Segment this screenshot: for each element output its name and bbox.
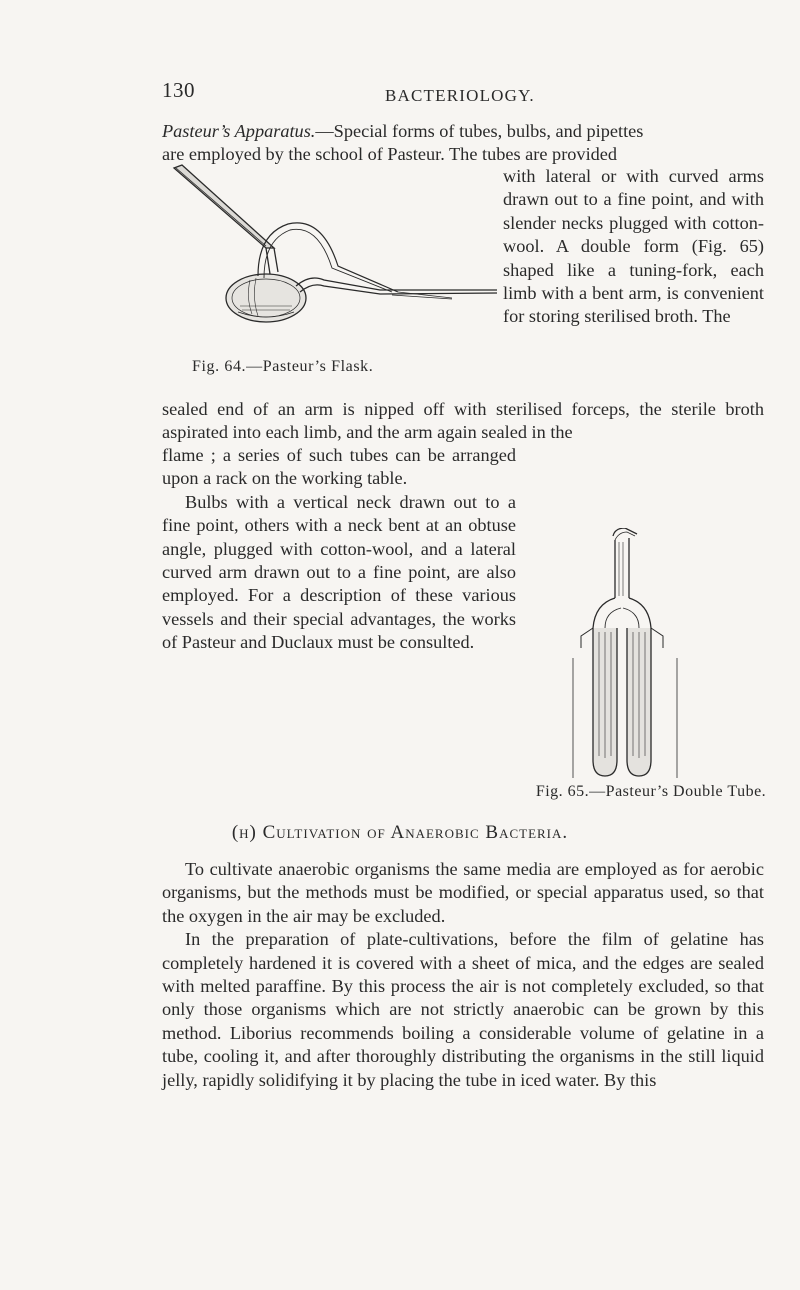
left-column-part-2: Bulbs with a vertical neck drawn out to a fine point, others with a neck bent at an obtuse angle, plugged with cotton-wool, and a lateral curved arm drawn out to a fine point, are also employed. For a description of these various vessels and their special advantages, the works of Pasteur and Duclaux must be consulted. (162, 491, 516, 653)
right-column-paragraph: with lateral or with curved arms drawn out to a fine point, and with slender necks plugged with cotton-wool. A double form (Fig. 65) shaped like a tuning-fork, each limb with a bent arm, is convenient for storing sterilised broth. The (503, 166, 764, 327)
section-body (162, 858, 764, 1092)
section-heading (0, 822, 800, 844)
running-head: BACTERIOLOGY. (385, 86, 535, 105)
left-column-part-1: flame ; a series of such tubes can be arranged upon a rack on the working table. (162, 445, 516, 489)
section-paragraph-1: To cultivate anaerobic organisms the same media are employed as for aerobic organisms, but the methods must be modified, or special apparatus used, so that the oxygen in the air may be excluded. (162, 859, 764, 926)
intro-title: Pasteur’s Apparatus. (162, 121, 316, 141)
pasteur-flask-illustration (162, 164, 497, 324)
figure-65-caption: Fig. 65.—Pasteur’s Double Tube. (535, 783, 767, 800)
page-number: 130 (162, 78, 195, 102)
figure-64-caption: Fig. 64.—Pasteur’s Flask. (192, 358, 374, 375)
intro-line-1: —Special forms of tubes, bulbs, and pipettes (315, 121, 644, 141)
left-column-text (162, 444, 516, 655)
section-heading-text: (h) Cultivation of Anaerobic Bacteria. (231, 822, 569, 843)
section-paragraph-2: In the preparation of plate-cultivations, before the film of gelatine has completely hardened it is covered with a sheet of mica, and the edges are sealed with melted paraffine. By this process the air is not completely excluded, so that only those organisms which are not strictly anaerobic can be grown by this method. Liborius recommends boiling a considerable volume of gelatine in a tube, cooling it, and after thoroughly distributing the organisms in the still liquid jelly, rapidly solidifying it by placing the tube in iced water. By this (162, 929, 764, 1090)
full-width-text: sealed end of an arm is nipped off with sterilised forceps, the sterile broth aspirated into each limb, and the arm again sealed in the (162, 399, 764, 443)
intro-line-2: are employed by the school of Pasteur. The tubes are provided (162, 144, 618, 165)
pasteur-double-tube-illustration (565, 528, 685, 780)
intro-paragraph (162, 120, 764, 167)
